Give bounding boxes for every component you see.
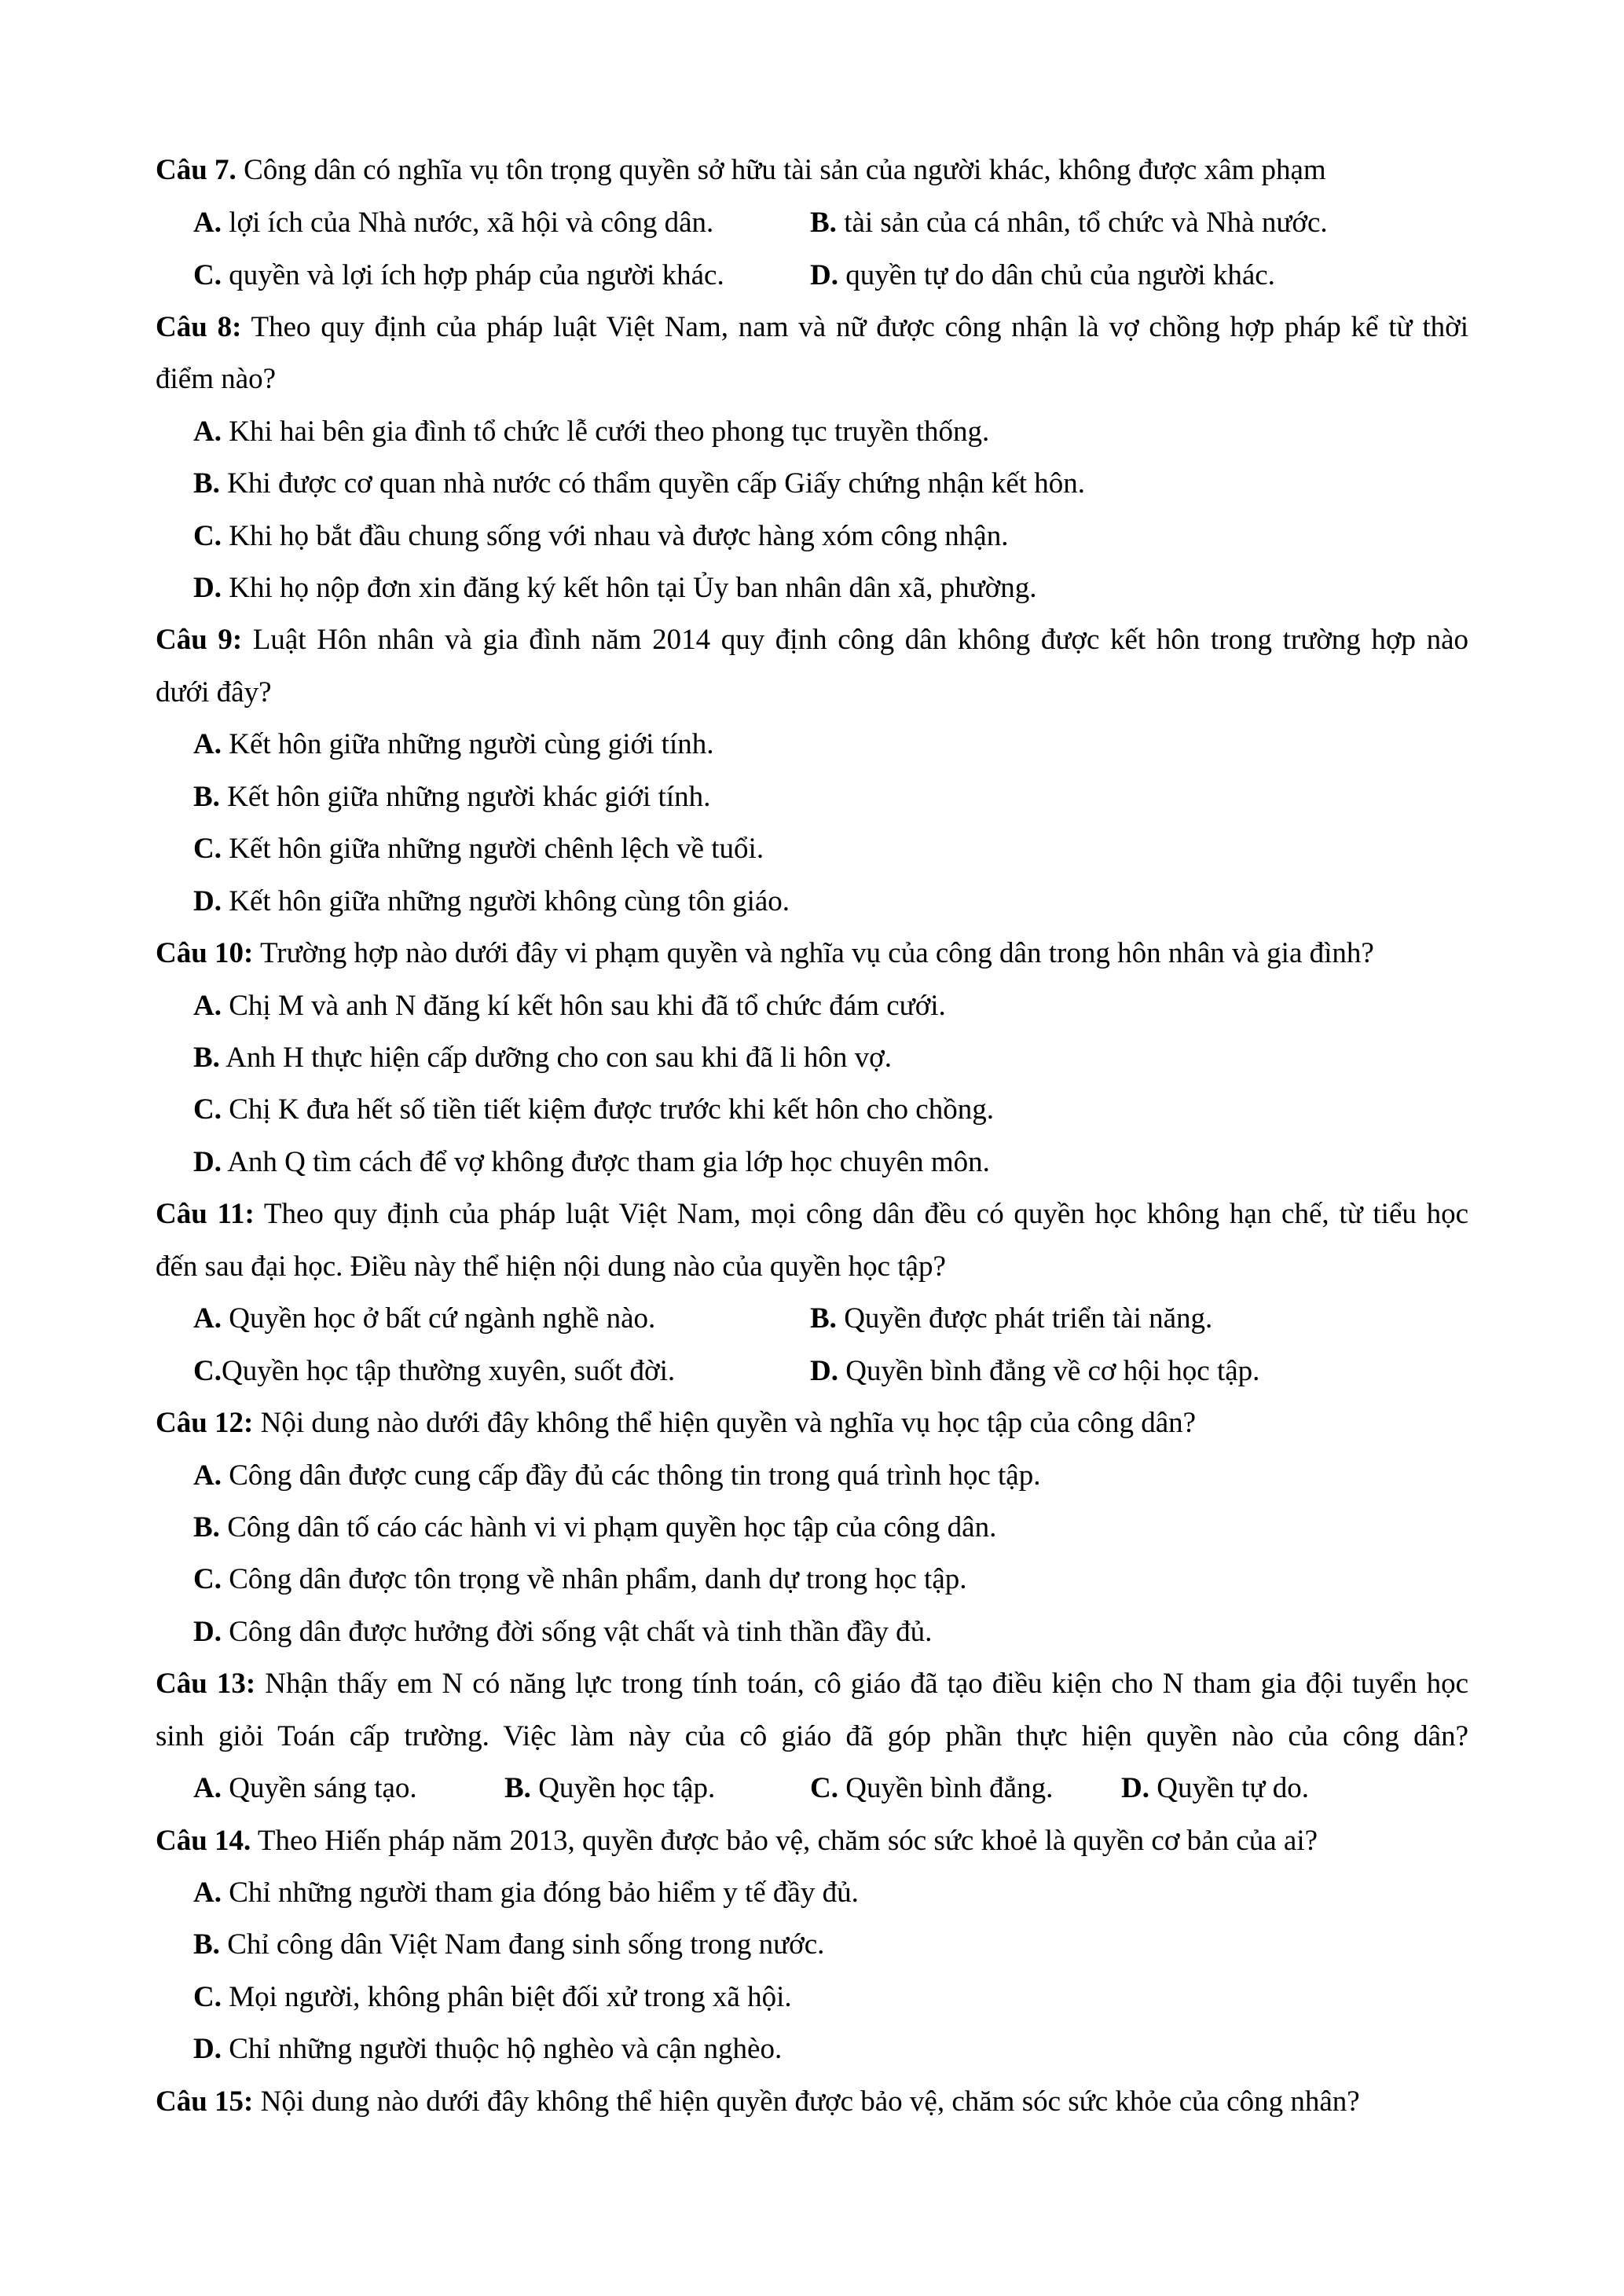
option-key: B. (193, 781, 220, 813)
option-key: A. (193, 990, 222, 1022)
option-text: Kết hôn giữa những người cùng giới tính. (221, 728, 714, 760)
question-number: Câu 8: (156, 311, 242, 343)
question-8-stem-line-1 (156, 309, 1468, 346)
option-text: quyền tự do dân chủ của người khác. (838, 259, 1275, 291)
question-13-stem-line-2: sinh giỏi Toán cấp trường. Việc làm này của cô giáo đã góp phần thực hiện quyền nào của công dân? (156, 1720, 1468, 1752)
option-key: D. (193, 572, 222, 604)
option-text: Khi họ nộp đơn xin đăng ký kết hôn tại Ủy ban nhân dân xã, phường. (221, 572, 1037, 604)
question-14-stem (156, 1822, 1318, 1860)
option-text: Khi được cơ quan nhà nước có thẩm quyền cấp Giấy chứng nhận kết hôn. (219, 467, 1086, 500)
option-text: Chỉ những người tham gia đóng bảo hiểm y tế đầy đủ. (221, 1877, 859, 1909)
option-text: Chị K đưa hết số tiền tiết kiệm được trước khi kết hôn cho chồng. (221, 1093, 994, 1126)
option-key: D. (1121, 1772, 1149, 1804)
option-text: Chỉ những người thuộc hộ nghèo và cận nghèo. (221, 2033, 783, 2065)
option-key: C. (193, 1355, 222, 1387)
question-15-stem (156, 2083, 1360, 2121)
question-14-option-a (193, 1874, 859, 1912)
question-13-option-a (193, 1770, 417, 1807)
option-key: A. (193, 1302, 222, 1335)
question-13-stem-line-1 (156, 1665, 1468, 1703)
question-8-option-a (193, 413, 989, 451)
option-key: D. (193, 1616, 222, 1648)
option-text: Quyền tự do. (1149, 1772, 1309, 1804)
option-text: Anh H thực hiện cấp dưỡng cho con sau khi đã li hôn vợ. (219, 1042, 893, 1074)
question-10-option-a (193, 987, 946, 1025)
question-14-option-d (193, 2031, 782, 2068)
question-12-option-d (193, 1613, 932, 1651)
option-key: B. (193, 467, 220, 500)
question-12-stem (156, 1404, 1196, 1442)
option-key: A. (193, 416, 222, 448)
question-13-option-c (810, 1770, 1053, 1807)
option-key: C. (193, 259, 222, 291)
option-text: lợi ích của Nhà nước, xã hội và công dân. (221, 207, 714, 239)
option-key: D. (810, 1355, 838, 1387)
question-11-option-c (193, 1353, 675, 1390)
question-7-stem (156, 152, 1326, 189)
option-text: Quyền bình đẳng về cơ hội học tập. (838, 1355, 1260, 1387)
option-text: Khi hai bên gia đình tổ chức lễ cưới theo phong tục truyền thống. (221, 416, 990, 448)
option-key: B. (193, 1928, 220, 1961)
question-number: Câu 13: (156, 1668, 256, 1700)
option-key: A. (193, 1772, 222, 1804)
question-10-option-b (193, 1039, 892, 1077)
question-text: Công dân có nghĩa vụ tôn trọng quyền sở hữu tài sản của người khác, không được xâm phạm (236, 154, 1326, 186)
question-13-option-d (1121, 1770, 1309, 1807)
question-12-option-c (193, 1561, 967, 1598)
question-10-stem (156, 935, 1374, 972)
option-text: Mọi người, không phân biệt đối xử trong xã hội. (221, 1981, 792, 2013)
question-11-option-b (810, 1300, 1212, 1338)
option-key: C. (193, 1981, 222, 2013)
question-9-stem-line-1 (156, 621, 1468, 659)
question-number: Câu 15: (156, 2085, 254, 2118)
question-number: Câu 7. (156, 154, 236, 186)
question-7-option-d (810, 257, 1275, 295)
option-key: A. (193, 1877, 222, 1909)
option-key: D. (193, 2033, 222, 2065)
option-key: D. (193, 1146, 222, 1178)
option-key: B. (810, 1302, 837, 1335)
option-text: Công dân được cung cấp đầy đủ các thông tin trong quá trình học tập. (221, 1459, 1041, 1492)
question-number: Câu 11: (156, 1198, 255, 1230)
option-text: Quyền học tập. (530, 1772, 716, 1804)
question-10-option-d (193, 1144, 990, 1181)
option-text: Công dân tố cáo các hành vi vi phạm quyền học tập của công dân. (219, 1511, 997, 1543)
option-text: Kết hôn giữa những người chênh lệch về tuổi. (221, 833, 764, 865)
question-text: Theo quy định của pháp luật Việt Nam, mọi công dân đều có quyền học không hạn chế, từ tiểu học (254, 1198, 1469, 1230)
option-text: Chỉ công dân Việt Nam đang sinh sống trong nước. (219, 1928, 825, 1961)
question-13-option-b (504, 1770, 715, 1807)
question-11-stem-line-1 (156, 1196, 1468, 1233)
option-key: B. (193, 1042, 220, 1074)
question-7-option-b (810, 204, 1328, 242)
question-9-option-d (193, 883, 790, 921)
option-key: C. (193, 833, 222, 865)
option-key: C. (810, 1772, 838, 1804)
question-8-option-b (193, 465, 1085, 503)
question-text: Theo quy định của pháp luật Việt Nam, nam và nữ được công nhận là vợ chồng hợp pháp kể từ thời (241, 311, 1468, 343)
option-text: Quyền sáng tạo. (221, 1772, 417, 1804)
option-text: Kết hôn giữa những người không cùng tôn giáo. (221, 885, 790, 917)
question-12-option-a (193, 1457, 1040, 1495)
question-text: Nhận thấy em N có năng lực trong tính toán, cô giáo đã tạo điều kiện cho N tham gia đội tuyển học (255, 1668, 1468, 1700)
option-key: B. (810, 207, 837, 239)
option-key: D. (193, 885, 222, 917)
question-7-option-c (193, 257, 724, 295)
question-number: Câu 12: (156, 1407, 254, 1439)
option-key: A. (193, 1459, 222, 1492)
question-14-option-c (193, 1979, 792, 2016)
option-text: Kết hôn giữa những người khác giới tính. (219, 781, 711, 813)
option-key: A. (193, 207, 222, 239)
question-7-option-a (193, 204, 713, 242)
question-number: Câu 10: (156, 937, 254, 969)
option-text: Công dân được tôn trọng về nhân phẩm, danh dự trong học tập. (221, 1563, 967, 1595)
option-text: Chị M và anh N đăng kí kết hôn sau khi đã tổ chức đám cưới. (221, 990, 946, 1022)
option-text: Anh Q tìm cách để vợ không được tham gia lớp học chuyên môn. (221, 1146, 990, 1178)
option-text: Khi họ bắt đầu chung sống với nhau và được hàng xóm công nhận. (221, 520, 1009, 552)
option-key: C. (193, 520, 222, 552)
question-9-option-a (193, 726, 713, 764)
question-8-option-d (193, 569, 1036, 607)
option-text: Quyền học ở bất cứ ngành nghề nào. (221, 1302, 656, 1335)
option-text: quyền và lợi ích hợp pháp của người khác. (221, 259, 724, 291)
question-8-stem-line-2: điểm nào? (156, 363, 277, 395)
question-text: Luật Hôn nhân và gia đình năm 2014 quy định công dân không được kết hôn trong trường hợp nào (242, 624, 1469, 656)
option-key: C. (193, 1563, 222, 1595)
question-12-option-b (193, 1509, 996, 1547)
question-text: Theo Hiến pháp năm 2013, quyền được bảo vệ, chăm sóc sức khoẻ là quyền cơ bản của ai? (251, 1825, 1318, 1857)
question-text: Nội dung nào dưới đây không thể hiện quyền được bảo vệ, chăm sóc sức khỏe của công nhân? (253, 2085, 1360, 2118)
question-9-option-b (193, 778, 710, 816)
option-text: Công dân được hưởng đời sống vật chất và tinh thần đầy đủ. (221, 1616, 933, 1648)
option-key: B. (504, 1772, 531, 1804)
question-number: Câu 9: (156, 624, 243, 656)
option-key: C. (193, 1093, 222, 1126)
question-8-option-c (193, 518, 1008, 555)
question-11-option-d (810, 1353, 1259, 1390)
question-text: Trường hợp nào dưới đây vi phạm quyền và nghĩa vụ của công dân trong hôn nhân và gia đình? (253, 937, 1374, 969)
question-text: Nội dung nào dưới đây không thể hiện quyền và nghĩa vụ học tập của công dân? (253, 1407, 1197, 1439)
question-10-option-c (193, 1091, 994, 1129)
option-text: Quyền học tập thường xuyên, suốt đời. (221, 1355, 676, 1387)
question-11-stem-line-2: đến sau đại học. Điều này thể hiện nội dung nào của quyền học tập? (156, 1251, 946, 1283)
option-key: A. (193, 728, 222, 760)
question-9-stem-line-2: dưới đây? (156, 676, 272, 709)
question-9-option-c (193, 830, 764, 868)
option-key: D. (810, 259, 838, 291)
option-text: Quyền bình đẳng. (838, 1772, 1054, 1804)
question-11-option-a (193, 1300, 655, 1338)
option-text: Quyền được phát triển tài năng. (836, 1302, 1213, 1335)
option-text: tài sản của cá nhân, tổ chức và Nhà nước. (836, 207, 1328, 239)
option-key: B. (193, 1511, 220, 1543)
question-14-option-b (193, 1926, 824, 1964)
question-number: Câu 14. (156, 1825, 251, 1857)
